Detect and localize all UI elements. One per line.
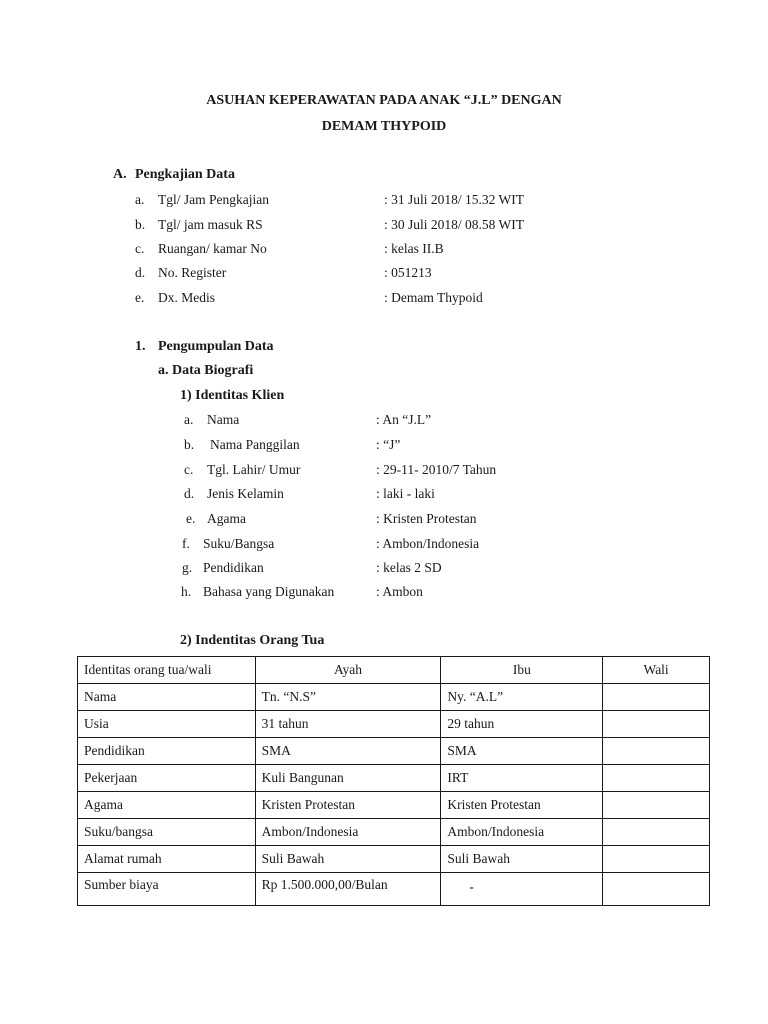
pengkajian-label: Dx. Medis (158, 290, 215, 305)
data-biografi-heading: a. Data Biografi (158, 363, 254, 378)
table-cell-ayah: Rp 1.500.000,00/Bulan (255, 873, 441, 906)
klien-label: Nama Panggilan (210, 437, 300, 452)
pengkajian-value: : 051213 (384, 265, 432, 280)
table-cell-field: Pekerjaan (78, 765, 256, 792)
table-cell-ayah: Suli Bawah (255, 846, 441, 873)
table-cell-wali (603, 765, 710, 792)
table-cell-wali (603, 819, 710, 846)
table-row (78, 711, 710, 738)
table-cell-ibu: Suli Bawah (441, 846, 603, 873)
table-cell-wali (603, 873, 710, 906)
klien-value: : laki - laki (376, 486, 435, 501)
table-cell-field: Agama (78, 792, 256, 819)
table-cell-field: Nama (78, 684, 256, 711)
table-cell-ibu: IRT (441, 765, 603, 792)
table-cell-wali (603, 711, 710, 738)
table-cell-ayah: SMA (255, 738, 441, 765)
table-cell-wali (603, 792, 710, 819)
klien-value: : 29-11- 2010/7 Tahun (376, 462, 497, 477)
pengkajian-marker: d. (135, 265, 146, 280)
pengkajian-value: : 30 Juli 2018/ 08.58 WIT (384, 217, 524, 232)
pengkajian-value: : 31 Juli 2018/ 15.32 WIT (384, 192, 524, 207)
klien-value: : Ambon/Indonesia (376, 536, 480, 551)
klien-label: Tgl. Lahir/ Umur (207, 462, 301, 477)
identitas-ortu-table (77, 656, 710, 906)
table-cell-ibu: - (441, 873, 603, 906)
pengkajian-label: No. Register (158, 265, 227, 280)
identitas-ortu-heading: 2) Indentitas Orang Tua (180, 633, 325, 648)
klien-label: Agama (207, 511, 246, 526)
pengumpulan-marker: 1. (135, 339, 146, 354)
klien-marker: g. (182, 560, 193, 575)
table-cell-wali (603, 738, 710, 765)
table-cell-wali (603, 846, 710, 873)
document-title-line-1: ASUHAN KEPERAWATAN PADA ANAK “J.L” DENGAN (206, 93, 562, 108)
pengkajian-label: Tgl/ jam masuk RS (158, 217, 263, 232)
klien-marker: d. (184, 486, 195, 501)
table-cell-ayah: 31 tahun (255, 711, 441, 738)
pengumpulan-heading: Pengumpulan Data (158, 339, 274, 354)
klien-value: : “J” (376, 437, 401, 452)
table-row (78, 873, 710, 906)
table-cell-ayah: Tn. “N.S” (255, 684, 441, 711)
table-cell-ibu: SMA (441, 738, 603, 765)
pengkajian-marker: e. (135, 290, 145, 305)
section-a-heading: Pengkajian Data (135, 167, 235, 182)
column-header-ibu: Ibu (441, 657, 603, 684)
klien-label: Pendidikan (203, 560, 264, 575)
table-cell-ibu: Ambon/Indonesia (441, 819, 603, 846)
column-header-identitas: Identitas orang tua/wali (78, 657, 256, 684)
table-cell-field: Suku/bangsa (78, 819, 256, 846)
klien-label: Suku/Bangsa (203, 536, 275, 551)
pengkajian-marker: a. (135, 192, 145, 207)
table-cell-field: Alamat rumah (78, 846, 256, 873)
table-cell-field: Usia (78, 711, 256, 738)
table-row (78, 684, 710, 711)
table-cell-ayah: Kristen Protestan (255, 792, 441, 819)
pengkajian-label: Tgl/ Jam Pengkajian (158, 192, 269, 207)
table-cell-ayah: Kuli Bangunan (255, 765, 441, 792)
pengkajian-marker: b. (135, 217, 146, 232)
pengkajian-label: Ruangan/ kamar No (158, 241, 267, 256)
table-row (78, 765, 710, 792)
pengkajian-value: : Demam Thypoid (384, 290, 483, 305)
document-title-line-2: DEMAM THYPOID (321, 119, 447, 134)
klien-marker: b. (184, 437, 195, 452)
klien-value: : Kristen Protestan (376, 511, 477, 526)
table-header-row (78, 657, 710, 684)
klien-marker: f. (182, 536, 190, 551)
table-row (78, 738, 710, 765)
klien-marker: h. (181, 584, 192, 599)
table-cell-ayah: Ambon/Indonesia (255, 819, 441, 846)
klien-label: Nama (207, 412, 240, 427)
klien-label: Bahasa yang Digunakan (203, 584, 335, 599)
section-a-marker: A. (113, 167, 127, 182)
klien-marker: c. (184, 462, 194, 477)
klien-label: Jenis Kelamin (207, 486, 284, 501)
pengkajian-marker: c. (135, 241, 145, 256)
pengkajian-value: : kelas II.B (384, 241, 444, 256)
table-row (78, 846, 710, 873)
table-row (78, 792, 710, 819)
table-row (78, 819, 710, 846)
klien-value: : An “J.L” (376, 412, 432, 427)
column-header-ayah: Ayah (255, 657, 441, 684)
table-cell-ibu: Ny. “A.L” (441, 684, 603, 711)
identitas-klien-heading: 1) Identitas Klien (180, 388, 285, 403)
table-cell-field: Pendidikan (78, 738, 256, 765)
table-cell-wali (603, 684, 710, 711)
klien-marker: a. (184, 412, 194, 427)
klien-value: : kelas 2 SD (376, 560, 442, 575)
table-cell-ibu: Kristen Protestan (441, 792, 603, 819)
table-cell-ibu: 29 tahun (441, 711, 603, 738)
column-header-wali: Wali (603, 657, 710, 684)
klien-marker: e. (186, 511, 196, 526)
klien-value: : Ambon (376, 584, 423, 599)
table-cell-field: Sumber biaya (78, 873, 256, 906)
